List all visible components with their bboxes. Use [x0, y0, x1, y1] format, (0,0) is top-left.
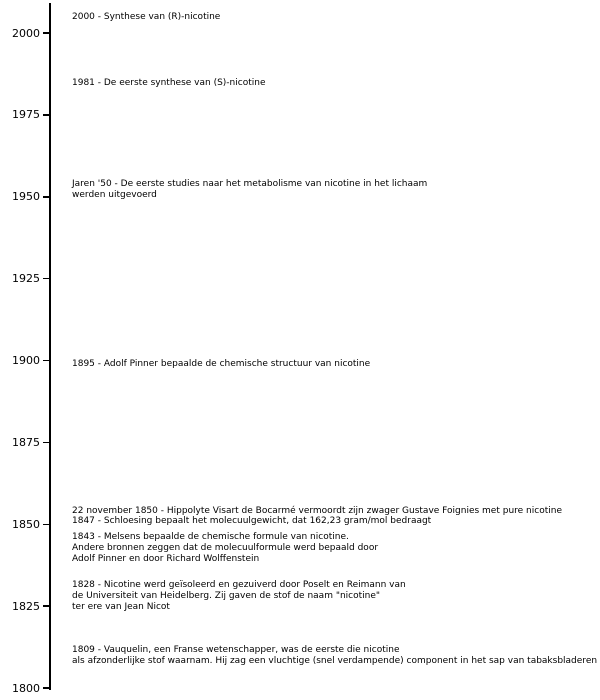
timeline-event-1847	[72, 516, 431, 527]
event-text-line: de Universiteit van Heidelberg. Zij gaven de stof de naam "nicotine"	[72, 591, 381, 601]
y-axis-tick-mark	[43, 278, 50, 280]
event-text-line: 1981 - De eerste synthese van (S)-nicotine	[72, 78, 266, 89]
event-text-line: 1828 - Nicotine werd geïsoleerd en gezuiverd door Poselt en Reimann van	[72, 580, 406, 590]
event-text-line: Adolf Pinner en door Richard Wolffenstein	[72, 553, 260, 564]
event-text-line: Jaren '50 - De eerste studies naar het metabolisme van nicotine in het lichaam	[72, 178, 428, 189]
event-text-line: werden uitgevoerd	[72, 189, 157, 200]
y-axis-tick-label: 1825	[12, 599, 40, 613]
timeline-event-1828	[72, 580, 406, 613]
y-axis-tick-label: 1950	[12, 190, 40, 204]
timeline-event-1950	[72, 179, 427, 201]
event-text-line: 22 november 1850 - Hippolyte Visart de Bocarmé vermoordt zijn zwager Gustave Foignies met pure nicotine	[72, 505, 562, 516]
y-axis-tick-mark	[43, 605, 50, 607]
y-axis-tick-mark	[43, 360, 50, 362]
y-axis-tick-mark	[43, 32, 50, 34]
timeline-event-1895	[72, 359, 370, 370]
event-text-line: 1895 - Adolf Pinner bepaalde de chemische structuur van nicotine	[72, 358, 371, 369]
y-axis-tick-mark	[43, 196, 50, 198]
event-text-line: ter ere van Jean Nicot	[72, 602, 170, 612]
event-text-line: 1843 - Melsens bepaalde de chemische formule van nicotine.	[72, 531, 349, 542]
y-axis-tick-label: 1900	[12, 354, 40, 367]
timeline-event-1981	[72, 78, 266, 89]
event-text-line: 1847 - Schloesing bepaalt het molecuulgewicht, dat 162,23 gram/mol bedraagt	[72, 515, 432, 526]
y-axis-tick-label: 1925	[12, 272, 40, 286]
y-axis-tick-label: 2000	[12, 26, 40, 40]
y-axis-tick-label: 1975	[12, 108, 40, 122]
timeline-event-1809	[72, 645, 597, 667]
y-axis-tick-mark	[43, 524, 50, 526]
event-text-line: 2000 - Synthese van (R)-nicotine	[72, 12, 221, 22]
event-text-line: Andere bronnen zeggen dat de molecuulformule werd bepaald door	[72, 542, 379, 553]
y-axis-tick-label: 1800	[12, 681, 40, 695]
y-axis-tick-mark	[43, 442, 50, 444]
y-axis-tick-label: 1850	[12, 517, 40, 531]
timeline-event-1843	[72, 532, 378, 565]
y-axis-line	[49, 3, 51, 690]
event-text-line: 1809 - Vauquelin, een Franse wetenschapper, was de eerste die nicotine	[72, 645, 400, 656]
y-axis-tick-label: 1875	[12, 435, 40, 449]
event-text-line: als afzonderlijke stof waarnam. Hij zag een vluchtige (snel verdampende) component in het sap van tabaksbladeren	[72, 656, 598, 667]
timeline-event-2000	[72, 12, 220, 23]
y-axis-tick-mark	[43, 687, 50, 689]
y-axis-tick-mark	[43, 114, 50, 116]
